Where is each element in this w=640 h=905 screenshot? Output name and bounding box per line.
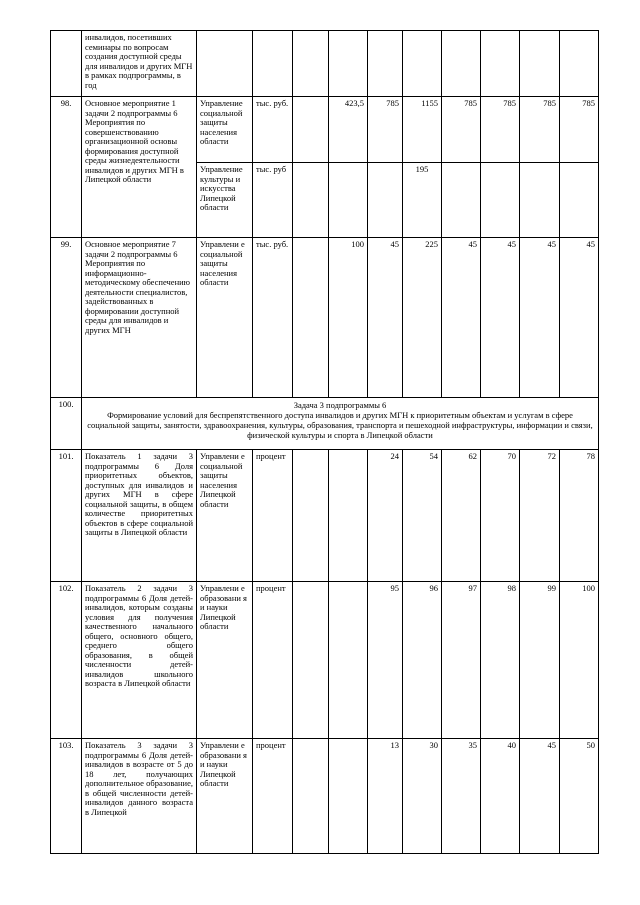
value-cell [520,163,560,238]
value-cell [560,163,599,238]
unit: процент [253,582,293,739]
value-cell: 785 [520,97,560,163]
value-cell [329,582,368,739]
table-row [51,398,599,450]
table-row [51,582,599,739]
row-number: 101. [51,450,82,582]
unit: процент [253,450,293,582]
row-description: Основное мероприятие 1 задачи 2 подпрограммы 6 Мероприятия по совершенствованию организационной основы формирования доступной среды жизнедеятельности инвалидов и других МГН в Липецкой области [82,97,197,238]
row-number: 103. [51,739,82,854]
value-cell [329,163,368,238]
value-cell: 45 [368,238,403,398]
value-cell: 13 [368,739,403,854]
row-number: 102. [51,582,82,739]
value-cell: 96 [403,582,442,739]
unit: тыс. руб. [253,97,293,163]
value-cell: 785 [442,97,481,163]
value-cell: 785 [481,97,520,163]
value-cell: 97 [442,582,481,739]
value-cell: 95 [368,582,403,739]
value-cell [329,450,368,582]
value-cell [481,163,520,238]
value-cell [293,450,329,582]
value-cell: 45 [442,238,481,398]
table-row [51,450,599,582]
value-cell: 99 [520,582,560,739]
value-cell: 45 [520,739,560,854]
value-cell: 70 [481,450,520,582]
responsible-org: Управление культуры и искусства Липецкой области [197,163,253,238]
row-description: инвалидов, посетивших семинары по вопросам создания доступной среды для инвалидов и других МГН в рамках подпрограммы, в год [82,31,197,97]
value-cell: 785 [368,97,403,163]
value-cell: 100 [560,582,599,739]
value-cell [368,163,403,238]
table-row [51,739,599,854]
row-description: Показатель 1 задачи 3 подпрограммы 6 Доля приоритетных объектов, доступных для инвалидов и других МГН в сфере социальной защиты, в общем количестве приоритетных объектов в сфере социальной защиты в Липецкой области [82,450,197,582]
value-cell: 45 [560,238,599,398]
value-cell [293,97,329,163]
value-cell: 30 [403,739,442,854]
row-description: Показатель 2 задачи 3 подпрограммы 6 Доля детей-инвалидов, которым созданы условия для получения качественного начального общего, основного общего, среднего общего образования, в общей численности детей-инвалидов школьного возраста в Липецкой области [82,582,197,739]
value-cell: 24 [368,450,403,582]
task-heading [82,398,599,450]
responsible-org: Управлени е социальной защиты населения области [197,238,253,398]
program-table [50,30,599,854]
row-number [51,31,82,97]
responsible-org: Управлени е образовани я и науки Липецкой области [197,739,253,854]
unit: процент [253,739,293,854]
value-cell [293,739,329,854]
value-cell [293,163,329,238]
table-row [51,31,599,97]
value-cell: 423,5 [329,97,368,163]
value-cell: 98 [481,582,520,739]
value-cell: 785 [560,97,599,163]
value-cell: 78 [560,450,599,582]
value-cell: 40 [481,739,520,854]
value-cell: 1155 [403,97,442,163]
row-number: 100. [51,398,82,450]
row-description: Показатель 3 задачи 3 подпрограммы 6 Доля детей-инвалидов в возрасте от 5 до 18 лет, получающих дополнительное образование, в общей численности детей-инвалидов данного возраста в Липецкой [82,739,197,854]
value-cell: 62 [442,450,481,582]
value-cell [293,582,329,739]
responsible-org: Управлени е образовани я и науки Липецкой области [197,582,253,739]
value-cell: 50 [560,739,599,854]
table-row [51,97,599,163]
value-cell [442,163,481,238]
value-cell [293,238,329,398]
responsible-org: Управление социальной защиты населения области [197,97,253,163]
responsible-org: Управлени е социальной защиты населения Липецкой области [197,450,253,582]
value-cell: 45 [481,238,520,398]
unit: тыс. руб. [253,238,293,398]
table-row [51,238,599,398]
value-cell: 225 [403,238,442,398]
row-number: 99. [51,238,82,398]
value-cell: 35 [442,739,481,854]
task-title: Задача 3 подпрограммы 6 [293,400,387,410]
value-cell: 100 [329,238,368,398]
value-cell: 54 [403,450,442,582]
row-description: Основное мероприятие 7 задачи 2 подпрограммы 6 Мероприятия по информационно-методическому обеспечению деятельности специалистов, задействованных в формировании доступной среды для инвалидов и других МГН [82,238,197,398]
unit: тыс. руб [253,163,293,238]
value-cell: 195 [403,163,442,238]
value-cell: 45 [520,238,560,398]
value-cell: 72 [520,450,560,582]
task-description: Формирование условий для беспрепятственного доступа инвалидов и других МГН к приоритетным объектам и услугам в сфере социальной защиты, занятости, здравоохранения, культуры, образования, транспорта и пешеходной инфраструктуры, информации и связи, физической культуры и спорта в Липецкой области [87,410,593,440]
row-number: 98. [51,97,82,238]
value-cell [329,739,368,854]
